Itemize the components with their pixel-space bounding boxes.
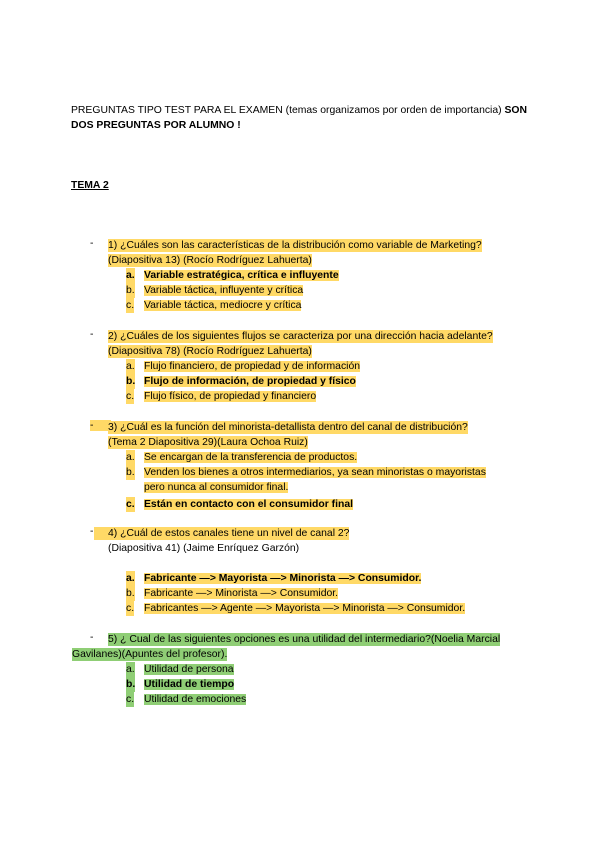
intro-paragraph	[71, 103, 541, 133]
question-1-line2: (Diapositiva 13) (Rocío Rodríguez Lahuerta)	[108, 255, 312, 266]
option-a: a. Fabricante —> Mayorista —> Minorista —> Consumidor.	[126, 573, 422, 584]
question-1-line1: 1) ¿Cuáles son las características de la distribución como variable de Marketing?	[108, 240, 482, 251]
option-b-continuation: pero nunca al consumidor final.	[144, 482, 289, 493]
option-c: c. Fabricantes —> Agente —> Mayorista —> Minorista —> Consumidor.	[126, 603, 466, 614]
section-heading: TEMA 2	[71, 180, 109, 191]
list-dash: -	[90, 329, 94, 340]
option-c: c. Están en contacto con el consumidor final	[126, 499, 353, 510]
intro-bold-text: SON DOS PREGUNTAS POR ALUMNO !	[71, 105, 528, 131]
question-2-line2: (Diapositiva 78) (Rocío Rodríguez Lahuerta)	[108, 346, 312, 357]
option-b: b. Flujo de información, de propiedad y físico	[126, 376, 356, 387]
question-3-line2: (Tema 2 Diapositiva 29)(Laura Ochoa Ruiz)	[108, 437, 308, 448]
option-b: b. Fabricante —> Minorista —> Consumidor.	[126, 588, 339, 599]
question-2-text	[108, 329, 538, 359]
question-5-text	[72, 632, 528, 662]
dash-highlight	[94, 527, 108, 540]
list-dash: -	[90, 632, 94, 643]
question-4-text	[108, 526, 538, 556]
question-3-text	[108, 420, 538, 450]
option-a: a. Variable estratégica, crítica e influyente	[126, 270, 339, 281]
option-b: b. Venden los bienes a otros intermediarios, ya sean minoristas o mayoristas	[126, 467, 486, 478]
question-4-line1: 4) ¿Cuál de estos canales tiene un nivel de canal 2?	[108, 528, 350, 539]
list-dash: -	[90, 526, 94, 537]
option-a: a. Utilidad de persona	[126, 664, 234, 675]
option-b: b. Utilidad de tiempo	[126, 679, 235, 690]
option-b: b. Variable táctica, influyente y crítica	[126, 285, 304, 296]
question-5-line2: Gavilanes)(Apuntes del profesor).	[72, 649, 228, 660]
option-c: c. Flujo físico, de propiedad y financiero	[126, 391, 317, 402]
question-5-line1: 5) ¿ Cual de las siguientes opciones es una utilidad del intermediario?(Noelia Marcial	[108, 634, 501, 645]
intro-text: PREGUNTAS TIPO TEST PARA EL EXAMEN (temas organizamos por orden de importancia)	[71, 105, 505, 116]
list-dash: -	[90, 238, 94, 249]
question-4-line2: (Diapositiva 41) (Jaime Enríquez Garzón)	[108, 543, 300, 554]
question-1-options	[126, 268, 339, 313]
question-4-options	[126, 571, 465, 616]
question-5-options	[126, 662, 246, 707]
question-2-options	[126, 359, 360, 404]
question-1-text	[108, 238, 538, 268]
option-c: c. Utilidad de emociones	[126, 694, 247, 705]
question-2-line1: 2) ¿Cuáles de los siguientes flujos se caracteriza por una dirección hacia adelante?	[108, 331, 493, 342]
option-c: c. Variable táctica, mediocre y crítica	[126, 300, 302, 311]
question-3-options	[126, 450, 486, 512]
list-dash: -	[90, 420, 111, 431]
option-a: a. Flujo financiero, de propiedad y de información	[126, 361, 361, 372]
question-3-line1: 3) ¿Cuál es la función del minorista-detallista dentro del canal de distribución?	[108, 422, 468, 433]
option-a: a. Se encargan de la transferencia de productos.	[126, 452, 358, 463]
